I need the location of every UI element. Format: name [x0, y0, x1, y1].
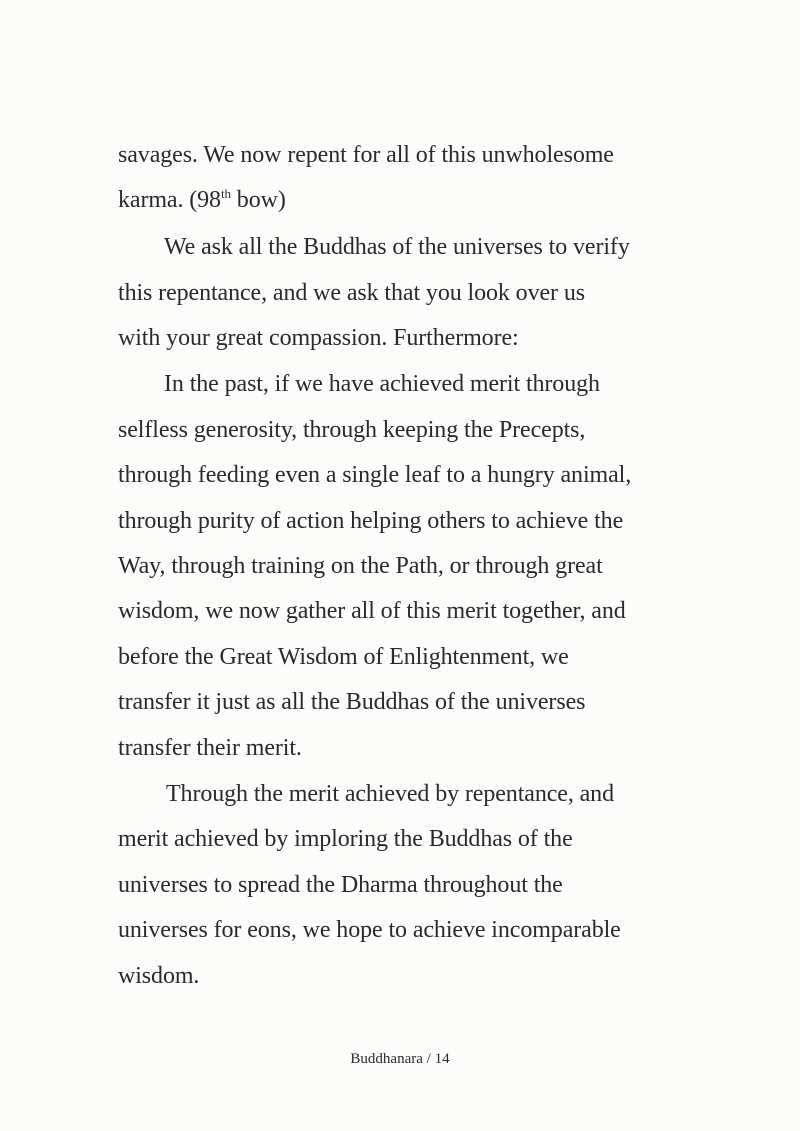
text-line: through feeding even a single leaf to a hungry animal, — [118, 462, 632, 488]
text-line: wisdom, we now gather all of this merit together, and — [118, 598, 626, 624]
text-line: transfer their merit. — [118, 735, 302, 761]
text-line-part: karma. (98 — [118, 187, 221, 213]
text-line: wisdom. — [118, 963, 200, 989]
text-line: universes for eons, we hope to achieve incomparable — [118, 917, 621, 943]
text-line: this repentance, and we ask that you look over us — [118, 280, 585, 306]
text-line: merit achieved by imploring the Buddhas of the — [118, 826, 573, 852]
text-line: through purity of action helping others to achieve the — [118, 508, 624, 534]
text-line: transfer it just as all the Buddhas of the universes — [118, 689, 586, 715]
text-line: with your great compassion. Furthermore: — [118, 325, 519, 351]
text-line-part: bow) — [230, 187, 286, 213]
text-line — [118, 185, 286, 215]
text-line: In the past, if we have achieved merit through — [164, 371, 600, 397]
text-line: universes to spread the Dharma throughout the — [118, 872, 563, 898]
ordinal-superscript: th — [220, 186, 231, 201]
page-footer: Buddhanara / 14 — [350, 1051, 450, 1067]
text-line: before the Great Wisdom of Enlightenment, we — [118, 644, 569, 670]
text-line: savages. We now repent for all of this unwholesome — [118, 142, 614, 168]
text-line: selfless generosity, through keeping the Precepts, — [118, 417, 586, 443]
text-line: Through the merit achieved by repentance, and — [166, 781, 614, 807]
text-line: Way, through training on the Path, or through great — [118, 553, 603, 579]
text-line: We ask all the Buddhas of the universes to verify — [164, 234, 630, 260]
